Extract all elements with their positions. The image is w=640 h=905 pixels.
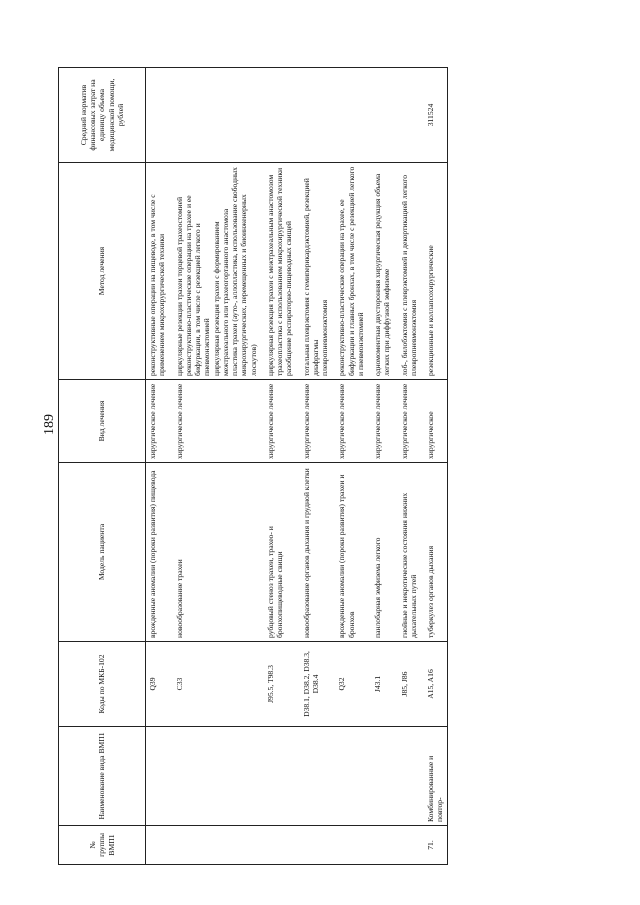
row-patient-model: туберкулез органов дыхания [420, 463, 447, 642]
row-icd-codes: C33 [169, 642, 260, 727]
row-treatment-type: хирургическое [420, 380, 447, 463]
row-vmp-name [296, 727, 332, 826]
row-avg-cost [331, 68, 367, 163]
row-vmp-name [169, 727, 260, 826]
row-treatment-type: хирургическое лечение [169, 380, 260, 463]
row-icd-codes: A15, A16 [420, 642, 447, 727]
rotated-page [20, 25, 620, 885]
row-avg-cost [394, 68, 421, 163]
row-avg-cost [260, 68, 296, 163]
row-icd-codes: D38.1, D38.2, D38.3, D38.4 [296, 642, 332, 727]
row-vmp-name [331, 727, 367, 826]
table-row [146, 68, 169, 865]
row-treatment-method: реконструктивные операции на пищеводе, в том числе с применением микрохирургической техники [146, 163, 169, 380]
header-treatment-type: Вид лечения [59, 380, 146, 463]
row-vmp-name [394, 727, 421, 826]
row-treatment-method: лоб-, билобэктомия с плеврэктомией и декортикацией легкого плевропневмонэктомия [394, 163, 421, 380]
row-vmp-name [367, 727, 394, 826]
table-row [296, 68, 332, 865]
row-icd-codes: Q32 [331, 642, 367, 727]
row-icd-codes: J95.5, T98.3 [260, 642, 296, 727]
row-icd-codes: Q39 [146, 642, 169, 727]
table-row [331, 68, 367, 865]
header-treatment-method: Метод лечения [59, 163, 146, 380]
row-avg-cost [169, 68, 260, 163]
row-patient-model: новообразование органов дыхания и грудной клетки [296, 463, 332, 642]
row-vmp-name: Комбинированные и повтор- [420, 727, 447, 826]
row-patient-model: врожденные аномалии (пороки развития) пищевода [146, 463, 169, 642]
row-treatment-type: хирургическое лечение [331, 380, 367, 463]
row-treatment-method: циркулярные резекции трахеи торцевой трахеостомией реконструктивно-пластические операции на трахее и ее бифуркации, в том числе с резекцией легкого и пневмонэктомией циркулярная резекция трахеи с формированием межтрахеального или трахеогортанного анастомоза пластика трахеи (ауто-, аллопластика, использование свободных микрохирургических, перемещенных и биоинженерных лоскутов) [169, 163, 260, 380]
header-group-no: № группы ВМП1 [59, 826, 146, 865]
table-row [260, 68, 296, 865]
row-avg-cost [367, 68, 394, 163]
vmp-table [58, 67, 448, 865]
row-avg-cost [296, 68, 332, 163]
row-avg-cost [146, 68, 169, 163]
header-patient-model: Модель пациента [59, 463, 146, 642]
table-row [420, 68, 447, 865]
row-treatment-type: хирургическое лечение [394, 380, 421, 463]
row-treatment-method: тотальная плеврэктомия с гемиперикардэктомией, резекцией диафрагмы плевропневмонэктомия [296, 163, 332, 380]
row-treatment-method: реконструктивно-пластические операции на трахее, ее бифуркации и главных бронхах, в том числе с резекцией легкого и пневмонэктомией [331, 163, 367, 380]
row-treatment-type: хирургическое лечение [296, 380, 332, 463]
row-vmp-name [260, 727, 296, 826]
row-treatment-method: одномоментная двусторонняя хирургическая редукция объема легких при диффузной эмфиземе [367, 163, 394, 380]
table-row [394, 68, 421, 865]
row-icd-codes: J43.1 [367, 642, 394, 727]
header-icd-codes: Коды по МКБ-102 [59, 642, 146, 727]
row-patient-model: рубцовый стеноз трахеи, трахео- и бронхопищеводные свищи [260, 463, 296, 642]
row-treatment-method: циркулярная резекция трахеи с межтрахеальным анастомозом трахеопластика с использованием микрохирургической техники разобщение респираторно-пищеводных свищей [260, 163, 296, 380]
row-patient-model: гнойные и некротические состояния нижних дыхательных путей [394, 463, 421, 642]
header-vmp-name: Наименование вида ВМП1 [59, 727, 146, 826]
row-group-no: 71. [420, 826, 447, 865]
row-treatment-type: хирургическое лечение [260, 380, 296, 463]
row-group-no [296, 826, 332, 865]
row-patient-model: новообразование трахеи [169, 463, 260, 642]
row-treatment-method: резекционные и коллапсохирургические [420, 163, 447, 380]
table-row [169, 68, 260, 865]
row-group-no [146, 826, 169, 865]
row-group-no [394, 826, 421, 865]
row-group-no [260, 826, 296, 865]
row-treatment-type: хирургическое лечение [367, 380, 394, 463]
row-treatment-type: хирургическое лечение [146, 380, 169, 463]
table-body [146, 68, 448, 865]
table-header-row [59, 68, 146, 865]
table-row [367, 68, 394, 865]
row-avg-cost: 311524 [420, 68, 447, 163]
header-avg-cost: Средний норматив финансовых затрат на единицу объема медицинской помощи, рублей [59, 68, 146, 163]
row-group-no [331, 826, 367, 865]
page-number: 189 [42, 414, 57, 435]
row-icd-codes: J85, J86 [394, 642, 421, 727]
row-vmp-name [146, 727, 169, 826]
row-group-no [367, 826, 394, 865]
row-patient-model: панлобарная эмфизема легкого [367, 463, 394, 642]
row-patient-model: врожденные аномалии (пороки развития) трахеи и бронхов [331, 463, 367, 642]
row-group-no [169, 826, 260, 865]
